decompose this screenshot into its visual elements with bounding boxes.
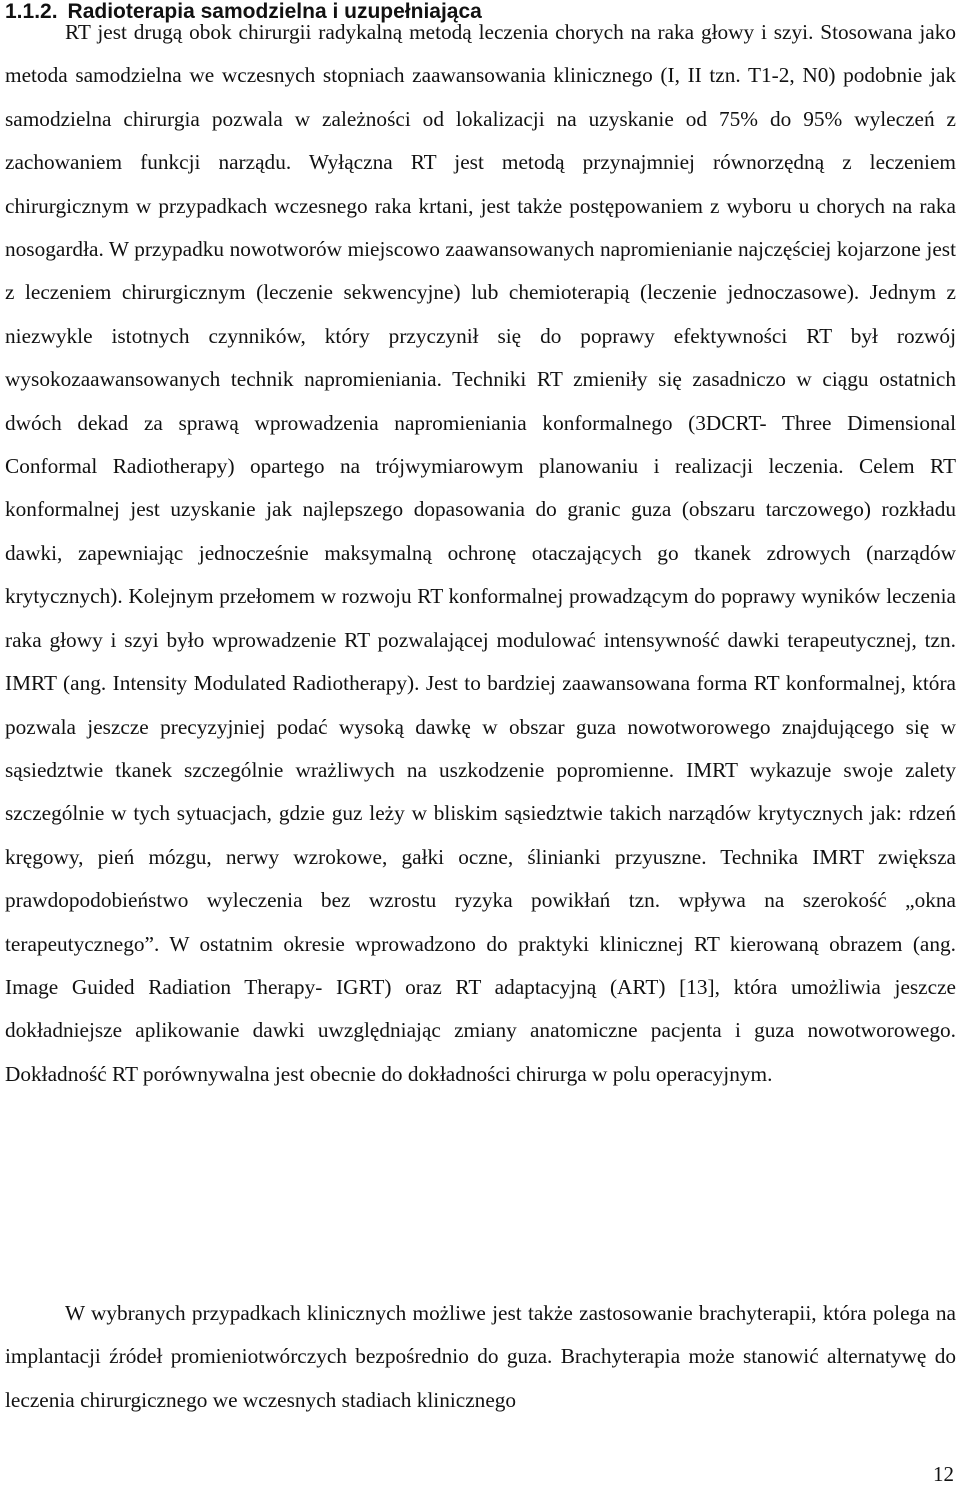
body-paragraph: RT jest drugą obok chirurgii radykalną metodą leczenia chorych na raka głowy i szyi. Stosowana jako metoda samodzielna we wczesnych stopniach zaawansowania klinicznego (I, II tzn. T1-2, N0) podobnie jak samodzielna chirurgia pozwala w zależności od lokalizacji na uzyskanie od 75% do 95% wyleczeń z zachowaniem funkcji narządu. Wyłączna RT jest metodą przynajmniej równorzędną z leczeniem chirurgicznym w przypadkach wczesnego raka krtani, jest także postępowaniem z wyboru u chorych na raka nosogardła. W przypadku nowotworów miejscowo zaawansowanych napromienianie najczęściej kojarzone jest z leczeniem chirurgicznym (leczenie sekwencyjne) lub chemioterapią (leczenie jednoczasowe). Jednym z niezwykle istotnych czynników, który przyczynił się do poprawy efektywności RT był rozwój wysokozaawansowanych technik napromieniania. Techniki RT zmieniły się zasadniczo w ciągu ostatnich dwóch dekad za sprawą wprowadzenia napromieniania konformalnego (3DCRT- Three Dimensional Conformal Radiotherapy) opartego na trójwymiarowym planowaniu i realizacji leczenia. Celem RT konformalnej jest uzyskanie jak najlepszego dopasowania do granic guza (obszaru tarczowego) rozkładu dawki, zapewniając jednocześnie maksymalną ochronę otaczających go tkanek zdrowych (narządów krytycznych). Kolejnym przełomem w rozwoju RT konformalnej prowadzącym do poprawy wyników leczenia raka głowy i szyi było wprowadzenie RT pozwalającej modulować intensywność dawki terapeutycznej, tzn. IMRT (ang. Intensity Modulated Radiotherapy). Jest to bardziej zaawansowana forma RT konformalnej, która pozwala jeszcze precyzyjniej podać wysoką dawkę w obszar guza nowotworowego znajdującego się w sąsiedztwie tkanek szczególnie wrażliwych na uszkodzenie popromienne. IMRT wykazuje swoje zalety szczególnie w tych sytuacjach, gdzie guz leży w bliskim sąsiedztwie takich narządów krytycznych jak: rdzeń kręgowy, pień mózgu, nerwy wzrokowe, gałki oczne, ślinianki przyuszne. Technika IMRT zwiększa prawdopodobieństwo wyleczenia bez wzrostu ryzyka powikłań tzn. wpływa na szerokość „okna terapeutycznego”. W ostatnim okresie wprowadzono do praktyki klinicznej RT kierowaną obrazem (ang. Image Guided Radiation Therapy- IGRT) oraz RT adaptacyjną (ART) [13], która umożliwia jeszcze dokładniejsze aplikowanie dawki uwzględniając zmiany anatomiczne pacjenta i guza nowotworowego. Dokładność RT porównywalna jest obecnie do dokładności chirurga w polu operacyjnym.	[5, 20, 956, 1086]
section-title: Radioterapia samodzielna i uzupełniająca	[67, 0, 482, 23]
section-number: 1.1.2.	[5, 0, 58, 23]
page-number: 12	[933, 1462, 954, 1486]
body-paragraph: W wybranych przypadkach klinicznych możliwe jest także zastosowanie brachyterapii, która polega na implantacji źródeł promieniotwórczych bezpośrednio do guza. Brachyterapia może stanowić alternatywę do leczenia chirurgicznego we wczesnych stadiach klinicznego	[5, 1301, 956, 1412]
